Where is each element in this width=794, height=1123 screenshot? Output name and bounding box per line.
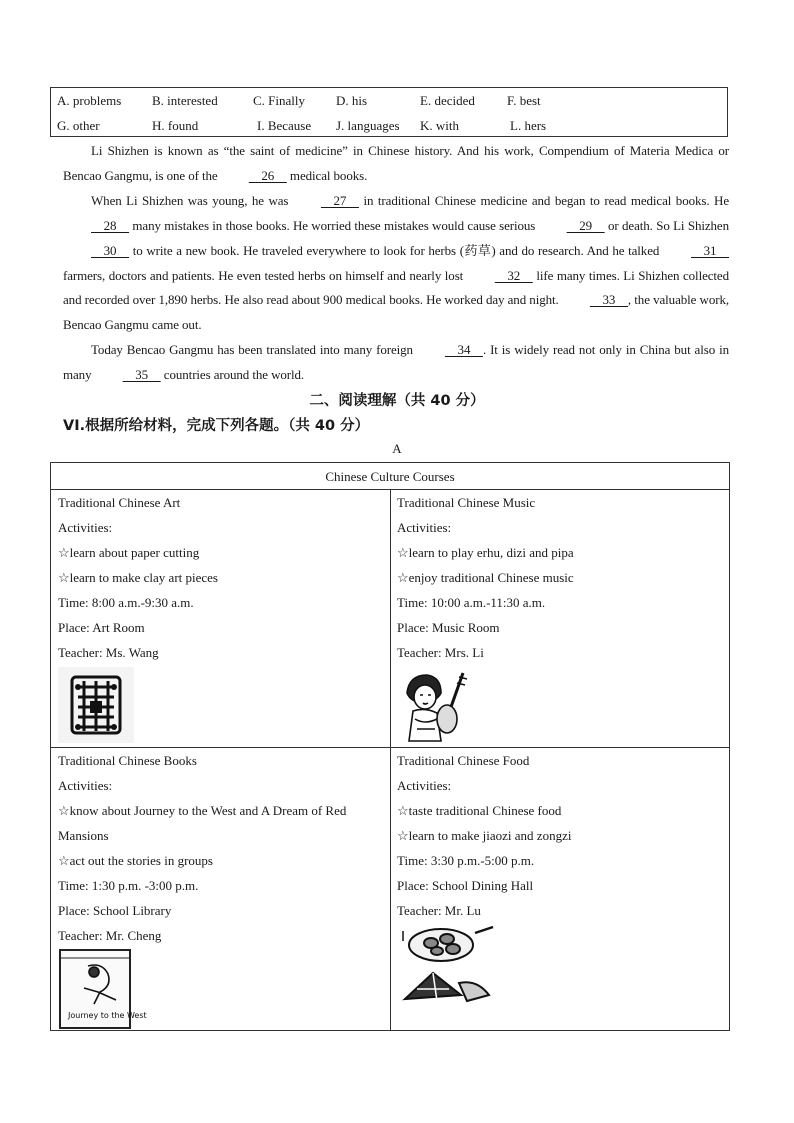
- option-c: C. Finally: [253, 93, 306, 108]
- jiaozi-zongzi-image: [397, 923, 497, 1007]
- course-place: Place: School Library: [58, 903, 172, 918]
- activity-item: ☆act out the stories in groups: [58, 853, 213, 868]
- blank-28: 28: [91, 217, 130, 233]
- passage-text: Li Shizhen is known as “the saint of medicine” in Chinese history. And his work, Compendium of Materia Medica or Bencao Gangmu, is one of the: [63, 143, 729, 183]
- part-title: VI.根据所给材料，完成下列各题。（共 40 分）: [63, 418, 370, 434]
- passage-text: in traditional Chinese medicine and began to read medical books. He: [358, 192, 730, 208]
- passage-text: many mistakes in those books. He worried these mistakes would cause serious: [129, 217, 539, 233]
- course-time: Time: 8:00 a.m.-9:30 a.m.: [58, 595, 194, 610]
- blank-35: 35: [122, 367, 161, 383]
- course-name: Traditional Chinese Music: [397, 495, 536, 510]
- option-e: E. decided: [420, 93, 475, 108]
- course-teacher: Teacher: Mr. Lu: [397, 903, 481, 918]
- word-bank-row-2: [51, 115, 727, 140]
- option-a: A. problems: [57, 93, 122, 108]
- course-time: Time: 3:30 p.m.-5:00 p.m.: [397, 853, 535, 868]
- passage-text: . It is widely read not only in China but also in many: [63, 342, 729, 383]
- option-i: I. Because: [257, 118, 312, 133]
- passage-paragraph-2: [63, 189, 729, 338]
- blank-33: 33: [589, 292, 628, 308]
- course-time: Time: 10:00 a.m.-11:30 a.m.: [397, 595, 546, 610]
- blank-34: 34: [444, 342, 483, 358]
- course-place: Place: School Dining Hall: [397, 878, 534, 893]
- activity-item: ☆enjoy traditional Chinese music: [397, 570, 574, 585]
- option-d: D. his: [336, 93, 368, 108]
- courses-table: [50, 462, 730, 1031]
- table-divider-vertical: [390, 489, 391, 1031]
- option-f: F. best: [507, 93, 541, 108]
- word-bank-row-1: [51, 90, 727, 115]
- passage-paragraph-3: [63, 338, 729, 388]
- pipa-player-image: [397, 667, 473, 743]
- blank-32: 32: [494, 267, 533, 283]
- option-k: K. with: [420, 118, 459, 133]
- passage-text: countries around the world.: [160, 367, 305, 383]
- passage-text: medical books.: [286, 167, 368, 183]
- course-place: Place: Art Room: [58, 620, 145, 635]
- activity-item: ☆taste traditional Chinese food: [397, 803, 562, 818]
- activities-label: Activities:: [397, 520, 452, 535]
- word-bank-box: [50, 87, 728, 137]
- course-teacher: Teacher: Ms. Wang: [58, 645, 159, 660]
- courses-table-title: Chinese Culture Courses: [51, 463, 729, 490]
- passage-text: When Li Shizhen was young, he was: [91, 192, 293, 208]
- passage-text: farmers, doctors and patients. He even tested herbs on himself and nearly lost: [63, 267, 467, 283]
- course-teacher: Teacher: Mrs. Li: [397, 645, 484, 660]
- course-place: Place: Music Room: [397, 620, 500, 635]
- activity-item: ☆learn about paper cutting: [58, 545, 200, 560]
- course-teacher: Teacher: Mr. Cheng: [58, 928, 162, 943]
- activity-item-continued: Mansions: [58, 828, 109, 843]
- activity-item: ☆learn to make jiaozi and zongzi: [397, 828, 572, 843]
- blank-30: 30: [91, 242, 130, 258]
- course-time: Time: 1:30 p.m. -3:00 p.m.: [58, 878, 199, 893]
- section-title: 二、阅读理解（共 40 分）: [309, 393, 485, 409]
- blank-27: 27: [320, 192, 359, 208]
- blank-29: 29: [566, 217, 605, 233]
- option-b: B. interested: [152, 93, 218, 108]
- course-name: Traditional Chinese Books: [58, 753, 197, 768]
- activity-item: ☆learn to make clay art pieces: [58, 570, 218, 585]
- passage-paragraph-1: [63, 139, 729, 189]
- passage-text: , the valuable work, Bencao Gangmu came out.: [63, 292, 729, 333]
- course-cell-art: [58, 490, 383, 743]
- paper-cutting-fu-image: [58, 667, 134, 743]
- option-l: L. hers: [510, 118, 547, 133]
- book-cover-title: Journey to the West: [68, 1011, 147, 1020]
- activities-label: Activities:: [58, 520, 113, 535]
- blank-31: 31: [690, 242, 729, 258]
- course-cell-music: [397, 490, 722, 743]
- passage-text: or death. So Li Shizhen: [604, 217, 729, 233]
- book-cover-image: [58, 948, 147, 1030]
- course-cell-books: [58, 748, 383, 1030]
- activity-item: ☆learn to play erhu, dizi and pipa: [397, 545, 574, 560]
- option-j: J. languages: [336, 118, 400, 133]
- course-name: Traditional Chinese Art: [58, 495, 181, 510]
- passage-text: life many times. Li Shizhen collected and recorded over 1,890 herbs. He also read about 900 medical books. He worked day and night.: [63, 267, 730, 308]
- cloze-passage: [63, 139, 729, 388]
- option-g: G. other: [57, 118, 100, 133]
- activities-label: Activities:: [397, 778, 452, 793]
- passage-letter: A: [392, 441, 402, 456]
- activity-item: ☆know about Journey to the West and A Dream of Red: [58, 803, 347, 818]
- option-h: H. found: [152, 118, 199, 133]
- activities-label: Activities:: [58, 778, 113, 793]
- passage-text: to write a new book. He traveled everywhere to look for herbs (药草) and do research. And he talked: [129, 242, 663, 258]
- course-cell-food: [397, 748, 722, 1007]
- course-name: Traditional Chinese Food: [397, 753, 530, 768]
- passage-text: Today Bencao Gangmu has been translated into many foreign: [91, 342, 417, 358]
- blank-26: 26: [248, 167, 287, 183]
